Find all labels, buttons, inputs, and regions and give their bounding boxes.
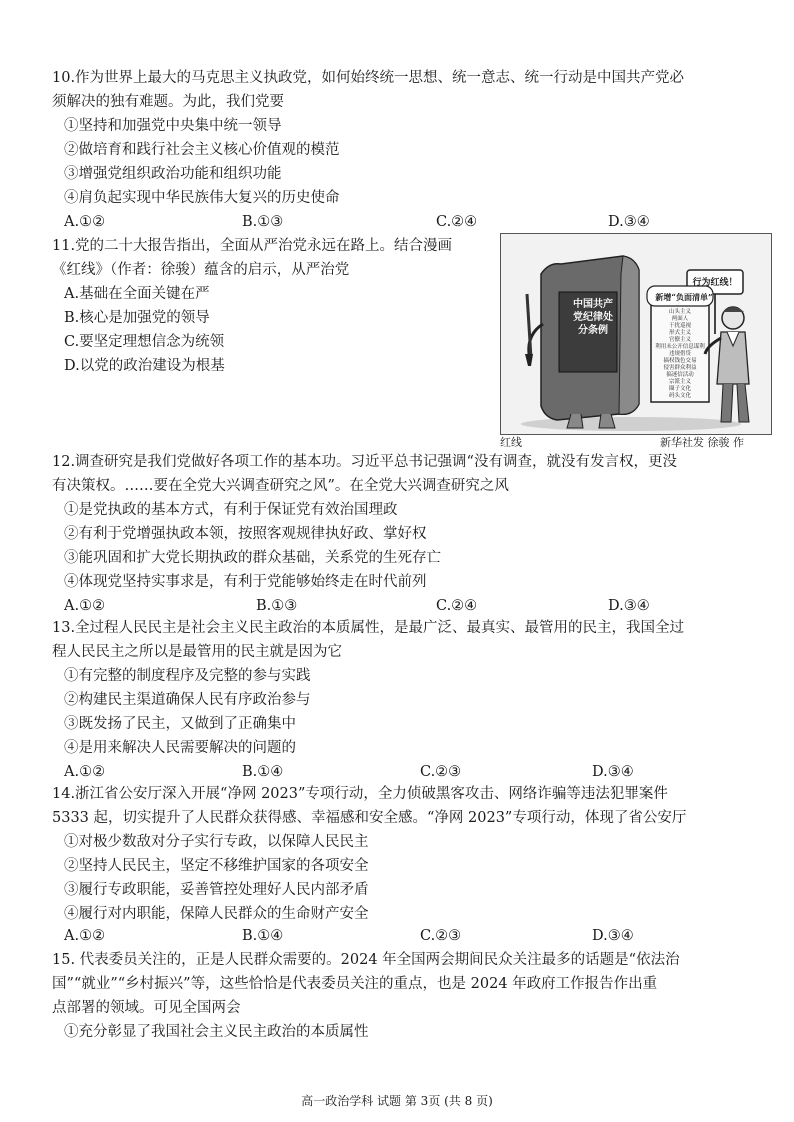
- q14-stem-line2: 5333 起，切实提升了人民群众获得感、幸福感和安全感。“净网 2023”专项行动，体现了省公安厅: [52, 810, 687, 826]
- q14-item-2: ②坚持人民民主，坚定不移维护国家的各项安全: [64, 858, 369, 874]
- q10-item-2: ②做培育和践行社会主义核心价值观的模范: [64, 142, 340, 158]
- q10-option-a: A.①②: [64, 214, 106, 230]
- cartoon-list-item: 侵害群众利益: [663, 365, 697, 371]
- q13-item-1: ①有完整的制度程序及完整的参与实践: [64, 668, 311, 684]
- q15-stem-line1: 15. 代表委员关注的，正是人民群众需要的。2024 年全国两会期间民众关注最多的话题是“依法治: [52, 952, 680, 968]
- cartoon-list-item: 官僚主义: [668, 337, 691, 343]
- q12-option-a: A.①②: [64, 598, 106, 614]
- q12-item-2: ②有利于党增强执政本领，按照客观规律执好政、掌好权: [64, 526, 427, 542]
- q10-stem-line1: 10.作为世界上最大的马克思主义执政党，如何始终统一思想、统一意志、统一行动是中国共产党必: [52, 70, 685, 86]
- q10-option-d: D.③④: [608, 214, 650, 230]
- cartoon-list-item: 搞权钱色交易: [663, 358, 697, 364]
- q10-item-3: ③增强党组织政治功能和组织功能: [64, 166, 282, 182]
- q13-option-a: A.①②: [64, 764, 106, 780]
- q12-option-d: D.③④: [608, 598, 650, 614]
- cartoon-list-item: 山头主义: [668, 309, 691, 315]
- q10-option-b: B.①③: [242, 214, 284, 230]
- q14-option-b: B.①④: [242, 928, 284, 944]
- q11-option-c: C.要坚定理想信念为统领: [64, 334, 225, 350]
- q11-stem-line1: 11.党的二十大报告指出，全面从严治党永远在路上。结合漫画: [52, 238, 453, 254]
- q12-item-4: ④体现党坚持实事求是，有利于党能够始终走在时代前列: [64, 574, 427, 590]
- q13-item-3: ③既发扬了民主，又做到了正确集中: [64, 716, 296, 732]
- q12-stem-line1: 12.调查研究是我们党做好各项工作的基本功。习近平总书记强调“没有调查，就没有发言权，更没: [52, 454, 677, 470]
- cartoon-list-item: 形式主义: [668, 330, 691, 336]
- q13-item-4: ④是用来解决人民需要解决的问题的: [64, 740, 296, 756]
- q11-option-a: A.基础在全面关键在严: [64, 286, 210, 302]
- q14-stem-line1: 14.浙江省公安厅深入开展“净网 2023”专项行动，全力侦破黑客攻击、网络诈骗等违法犯罪案件: [52, 786, 668, 802]
- cartoon-list-item: 圈子文化: [668, 386, 691, 392]
- cartoon-illustration: [501, 234, 771, 434]
- q15-stem-line3: 点部署的领域。可见全国两会: [52, 1000, 241, 1016]
- q12-item-1: ①是党执政的基本方式，有利于保证党有效治国理政: [64, 502, 398, 518]
- cartoon-list-item: 码头文化: [668, 393, 691, 399]
- q14-option-a: A.①②: [64, 928, 106, 944]
- cartoon-caption-credit: 新华社发 徐骏 作: [660, 436, 744, 449]
- cartoon-caption-title: 红线: [500, 436, 522, 449]
- q13-item-2: ②构建民主渠道确保人民有序政治参与: [64, 692, 311, 708]
- cartoon-sign-text: 行为红线！: [692, 278, 738, 288]
- q11-option-b: B.核心是加强党的领导: [64, 310, 210, 326]
- q13-option-b: B.①④: [242, 764, 284, 780]
- q12-option-c: C.②④: [436, 598, 478, 614]
- page-footer: 高一政治学科 试题 第 3页 (共 8 页): [301, 1094, 493, 1108]
- q11-option-d: D.以党的政治建设为根基: [64, 358, 225, 374]
- q14-option-c: C.②③: [420, 928, 462, 944]
- q14-item-4: ④履行对内职能，保障人民群众的生命财产安全: [64, 906, 369, 922]
- q10-stem-line2: 须解决的独有难题。为此，我们党要: [52, 94, 284, 110]
- q12-stem-line2: 有决策权。……要在全党大兴调查研究之风”。在全党大兴调查研究之风: [52, 478, 509, 494]
- q13-option-c: C.②③: [420, 764, 462, 780]
- q13-stem-line1: 13.全过程人民民主是社会主义民主政治的本质属性，是最广泛、最真实、最管用的民主，我国全过: [52, 620, 685, 636]
- cartoon-book-title: 中国共产党纪律处分条例: [573, 299, 613, 336]
- cartoon-red-line: [500, 233, 772, 435]
- cartoon-list-item: 违规借贷: [668, 351, 691, 357]
- q15-item-1: ①充分彰显了我国社会主义民主政治的本质属性: [64, 1024, 369, 1040]
- cartoon-list-item: 搞迷信活动: [666, 372, 694, 378]
- q13-stem-line2: 程人民民主之所以是最管用的民主就是因为它: [52, 644, 342, 660]
- q14-item-1: ①对极少数敌对分子实行专政，以保障人民民主: [64, 834, 369, 850]
- cartoon-list-title: 新增“负面清单”: [655, 292, 713, 302]
- q10-option-c: C.②④: [436, 214, 478, 230]
- q12-item-3: ③能巩固和扩大党长期执政的群众基础，关系党的生死存亡: [64, 550, 441, 566]
- cartoon-list-item: 宗派主义: [668, 379, 691, 385]
- q14-item-3: ③履行专政职能，妥善管控处理好人民内部矛盾: [64, 882, 369, 898]
- cartoon-list: [653, 309, 707, 400]
- cartoon-list-item: 利用未公开信息谋利: [655, 344, 705, 350]
- q10-item-4: ④肩负起实现中华民族伟大复兴的历史使命: [64, 190, 340, 206]
- q10-item-1: ①坚持和加强党中央集中统一领导: [64, 118, 282, 134]
- q15-stem-line2: 国”“就业”“乡村振兴”等，这些恰恰是代表委员关注的重点，也是 2024 年政府工作报告作出重: [52, 976, 658, 992]
- q13-option-d: D.③④: [592, 764, 634, 780]
- cartoon-list-item: 干扰巡视: [668, 323, 691, 329]
- q11-stem-line2: 《红线》（作者：徐骏）蕴含的启示，从严治党: [52, 262, 350, 278]
- cartoon-list-item: 两面人: [671, 316, 689, 322]
- q12-option-b: B.①③: [256, 598, 298, 614]
- q14-option-d: D.③④: [592, 928, 634, 944]
